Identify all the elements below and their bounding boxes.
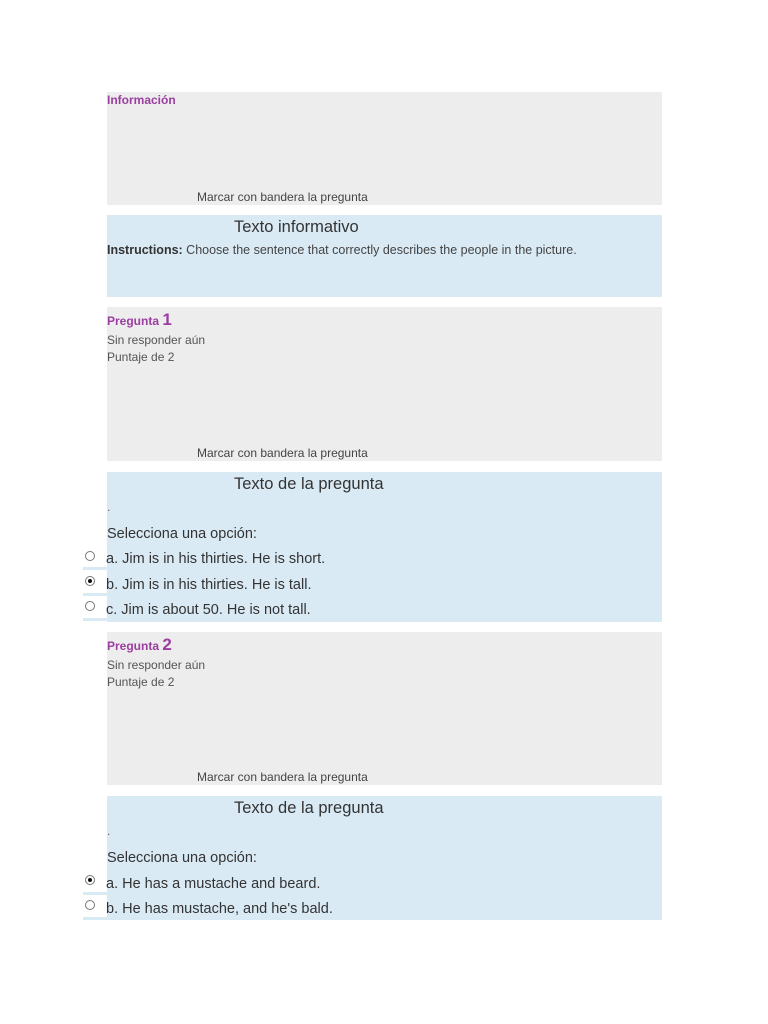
flag-question-link[interactable]: Marcar con bandera la pregunta: [197, 770, 368, 784]
question-2-header: [107, 632, 662, 785]
question-word: Pregunta: [107, 314, 160, 328]
divider: [83, 593, 107, 596]
instructions-text: Choose the sentence that correctly describes the people in the picture.: [182, 243, 577, 257]
question-score: Puntaje de 2: [107, 350, 175, 364]
instructions-label: Instructions:: [107, 243, 183, 257]
divider: [83, 892, 107, 895]
radio-icon[interactable]: [85, 601, 95, 611]
divider: [83, 917, 107, 920]
divider: [83, 618, 107, 621]
question-score: Puntaje de 2: [107, 675, 175, 689]
info-text-box: [107, 215, 662, 297]
flag-question-link[interactable]: Marcar con bandera la pregunta: [197, 446, 368, 460]
question-text: .: [107, 500, 111, 514]
question-text-title: Texto de la pregunta: [234, 799, 384, 817]
answer-label-a[interactable]: a. He has a mustache and beard.: [106, 876, 321, 892]
info-label: Información: [107, 93, 176, 107]
radio-checked-icon[interactable]: [85, 875, 95, 885]
select-option-prompt: Selecciona una opción:: [107, 526, 257, 542]
question-status: Sin responder aún: [107, 333, 206, 347]
radio-icon[interactable]: [85, 900, 95, 910]
question-1-body: [107, 472, 662, 622]
question-text-title: Texto de la pregunta: [234, 475, 384, 493]
question-1-title: [107, 310, 172, 330]
radio-checked-icon[interactable]: [85, 576, 95, 586]
answer-label-b[interactable]: b. He has mustache, and he's bald.: [106, 901, 333, 917]
info-title: Texto informativo: [234, 218, 359, 236]
question-number: 1: [162, 310, 172, 329]
question-status: Sin responder aún: [107, 658, 206, 672]
question-1-header: [107, 307, 662, 461]
answer-label-b[interactable]: b. Jim is in his thirties. He is tall.: [106, 577, 312, 593]
instructions: [107, 243, 647, 257]
question-word: Pregunta: [107, 639, 160, 653]
radio-icon[interactable]: [85, 551, 95, 561]
question-text: .: [107, 824, 111, 838]
flag-question-link[interactable]: Marcar con bandera la pregunta: [197, 190, 368, 204]
answer-label-a[interactable]: a. Jim is in his thirties. He is short.: [106, 551, 326, 567]
divider: [83, 567, 107, 570]
question-2-title: [107, 635, 172, 655]
info-header-box: [107, 92, 662, 205]
answer-label-c[interactable]: c. Jim is about 50. He is not tall.: [106, 602, 311, 618]
select-option-prompt: Selecciona una opción:: [107, 850, 257, 866]
question-number: 2: [162, 635, 172, 654]
